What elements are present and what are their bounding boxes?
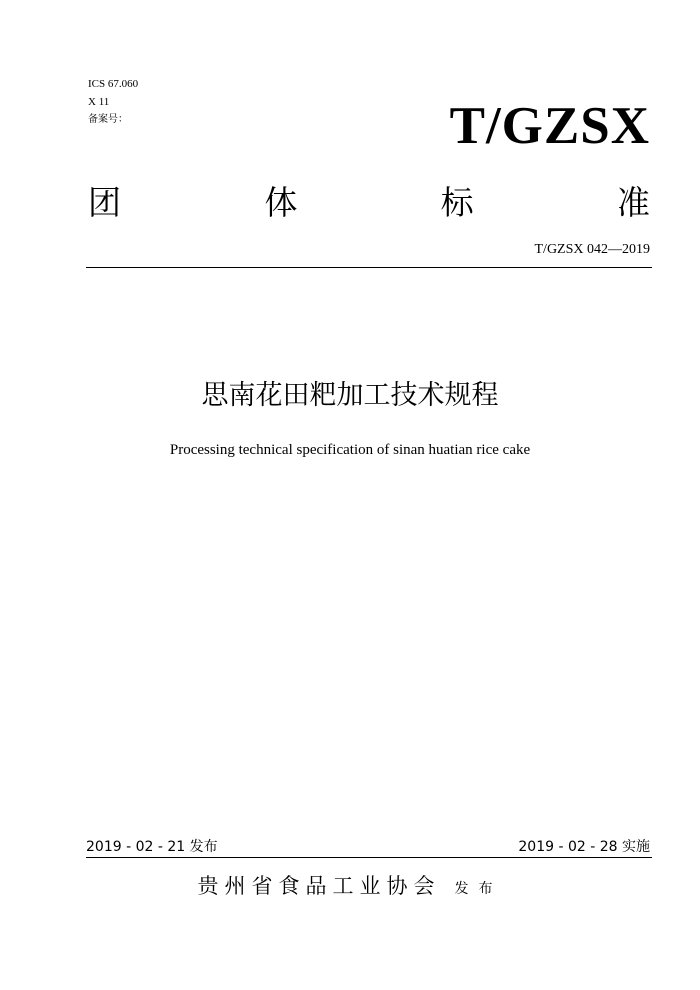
standard-type-char: 准 [616, 183, 650, 222]
publisher-name: 贵州省食品工业协会 [197, 874, 441, 898]
title-english: Processing technical specification of sinan huatian rice cake [169, 442, 531, 458]
record-number-label: 备案号： [88, 114, 128, 125]
publisher-line [0, 870, 700, 900]
title-chinese: 思南花田粑加工技术规程 [201, 380, 499, 411]
standard-code-logo: T/GZSX [449, 97, 650, 155]
ics-code: ICS 67.060 [88, 78, 139, 90]
standard-type-char: 团 [88, 183, 121, 222]
bottom-divider [86, 857, 652, 858]
standard-type-char: 体 [264, 183, 298, 222]
standard-type-char: 标 [440, 183, 474, 222]
classification-code: X 11 [88, 96, 110, 108]
implementation-date: 2019 - 02 - 28 实施 [518, 839, 650, 855]
standard-number: T/GZSX 042—2019 [534, 242, 650, 257]
issue-date: 2019 - 02 - 21 发布 [86, 839, 218, 855]
standard-type-heading [88, 182, 650, 224]
top-divider [86, 267, 652, 268]
publish-label: 发布 [454, 881, 503, 897]
